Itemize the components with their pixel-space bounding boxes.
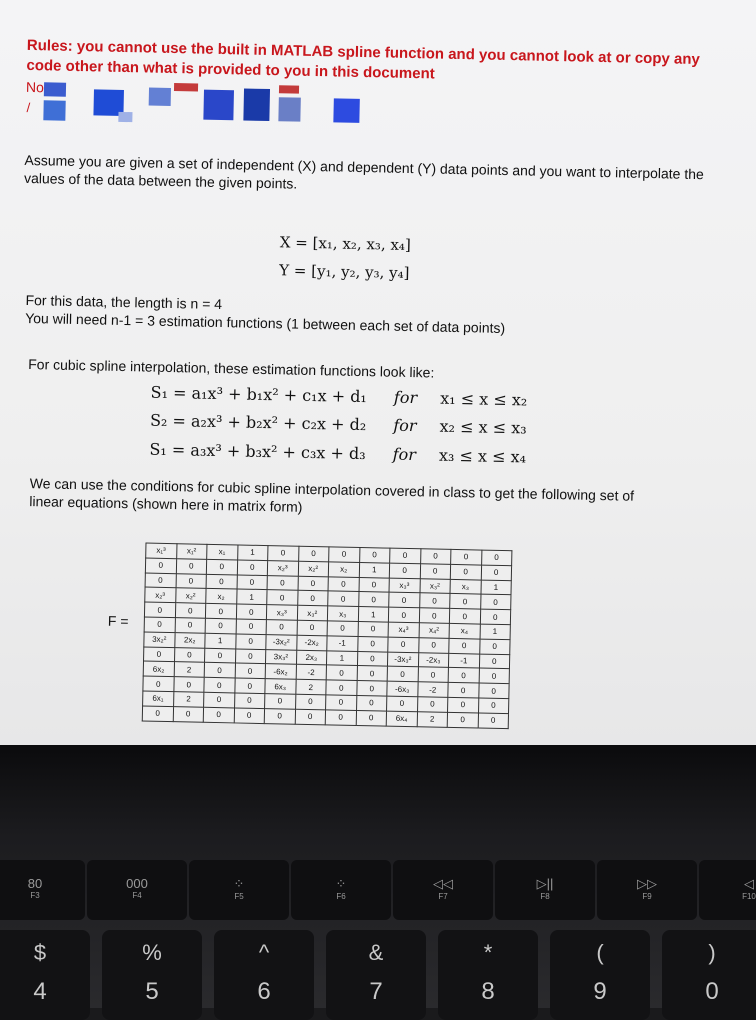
matrix-cell: 0 [389,563,420,578]
matrix-cell: 0 [264,708,295,723]
matrix-cell: -6x₂ [265,664,296,679]
matrix-cell: 1 [236,589,267,604]
matrix-cell: 1 [480,580,511,595]
matrix-cell: 0 [204,663,235,678]
function-key [0,860,85,920]
function-key [393,860,493,920]
matrix-cell: 0 [447,712,478,727]
matrix-cell: 3x₃² [265,649,296,664]
intro-paragraph: Assume you are given a set of independent (X) and dependent (Y) data points and you want to interpolate the values of the data between the given points. [23,151,704,192]
matrix-cell: 0 [173,677,204,692]
matrix-cell: 0 [449,638,480,653]
matrix-cell: 0 [328,591,359,606]
matrix-cell: 0 [237,575,268,590]
function-key-label: F9 [642,892,652,901]
function-key-label: F8 [540,892,550,901]
matrix-cell: 0 [237,560,268,575]
number-key [0,930,90,1020]
number-key-digit: 4 [33,978,47,1005]
number-key-digit: 9 [593,978,607,1005]
function-key-label: F7 [438,892,448,901]
matrix-cell: 0 [418,638,449,653]
length-line-2: You will need n-1 = 3 estimation functions (1 between each set of data points) [25,309,506,337]
matrix-cell: 0 [295,709,326,724]
matrix-cell: 0 [417,697,448,712]
matrix-cell: 6x₁ [143,691,174,706]
matrix-cell: 0 [356,710,387,725]
matrix-cell: x₃² [420,578,451,593]
equation-lhs: S₁ = a₃x³ + b₃x² + c₃x + d₃ [149,439,366,464]
matrix-cell: 0 [145,558,176,573]
matrix-cell: 0 [326,665,357,680]
matrix-cell: 0 [479,639,510,654]
matrix-cell: 0 [206,559,237,574]
matrix-cell: 0 [235,634,266,649]
matrix-cell: 0 [478,683,509,698]
matrix-cell: 0 [448,668,479,683]
matrix-cell: 0 [234,678,265,693]
matrix-cell: 0 [356,695,387,710]
matrix-cell: 0 [359,548,390,563]
function-key-icon: ▷▷ [637,876,657,891]
matrix-cell: 0 [358,592,389,607]
matrix-cell: -6x₃ [387,681,418,696]
matrix-cell: x₂ [328,562,359,577]
function-key-icon: ◁ [744,876,754,891]
matrix-cell: 0 [298,546,329,561]
matrix-cell: 0 [236,619,267,634]
matrix-cell: x₁³ [146,543,177,558]
number-key [102,930,202,1020]
matrix-cell: 0 [176,573,207,588]
matrix-cell: 0 [235,663,266,678]
length-line-1: For this data, the length is n = 4 [25,291,223,313]
matrix-cell: x₂ [206,589,237,604]
matrix-cell: x₃ [450,579,481,594]
matrix-cell: -3x₃² [387,652,418,667]
matrix-cell: 0 [357,636,388,651]
matrix-cell: 0 [480,609,511,624]
matrix-cell: 0 [205,603,236,618]
matrix-cell: 0 [298,576,329,591]
matrix-cell: 6x₃ [265,679,296,694]
matrix-cell: 0 [480,594,511,609]
matrix-cell: 0 [326,695,357,710]
number-key-digit: 7 [369,978,383,1005]
matrix-cell: 0 [206,574,237,589]
matrix-cell: 0 [145,573,176,588]
matrix-cell: -1 [327,636,358,651]
matrix-cell: -2x₂ [296,635,327,650]
function-key-label: F5 [234,892,244,901]
number-key-symbol: $ [33,940,47,965]
matrix-cell: 0 [235,649,266,664]
matrix-cell: 2 [417,712,448,727]
matrix-cell: 0 [357,666,388,681]
matrix-cell: 0 [144,647,175,662]
conditions-paragraph: We can use the conditions for cubic spline interpolation covered in class to get the following set of linear equations (shown here in matrix form) [29,475,635,515]
matrix-cell: 0 [478,713,509,728]
matrix-cell: 0 [297,620,328,635]
matrix-cell: -2x₃ [418,652,449,667]
number-key [438,930,538,1020]
number-key-symbol: ( [596,940,604,965]
matrix-cell: 0 [479,654,510,669]
function-key [597,860,697,920]
matrix-cell: 0 [419,593,450,608]
matrix-cell: x₁² [176,544,207,559]
matrix-cell: 0 [144,617,175,632]
number-key [214,930,314,1020]
matrix-cell: 0 [175,618,206,633]
number-key-symbol: ) [708,940,716,965]
matrix-cell: 0 [175,603,206,618]
matrix-cell: 0 [420,564,451,579]
matrix-cell: 0 [234,708,265,723]
matrix-cell: 0 [236,604,267,619]
function-key-icon: 80 [27,876,43,891]
matrix-cell: 1 [359,562,390,577]
equation-1 [150,383,527,410]
matrix-cell: 0 [481,550,512,565]
matrix-cell: 0 [204,648,235,663]
matrix-cell: 0 [388,637,419,652]
matrix-cell: 0 [420,549,451,564]
matrix-cell: 1 [237,545,268,560]
matrix-cell: 0 [419,608,450,623]
matrix-cell: 0 [267,575,298,590]
equation-for: for [392,444,417,465]
matrix-cell: x₂² [298,561,329,576]
matrix-cell: 2 [174,662,205,677]
matrix-cell: x₂³ [267,560,298,575]
matrix-cell: 0 [144,602,175,617]
matrix-cell: 0 [268,546,299,561]
function-key-icon: ⁘ [233,876,245,891]
matrix-cell: 0 [448,683,479,698]
matrix-cell: 6x₂ [143,661,174,676]
matrix-cell: 0 [297,591,328,606]
matrix-cell: x₃² [297,605,328,620]
redaction-pixels [1,0,756,15]
number-key-symbol: & [368,940,384,965]
matrix-cell: x₄ [449,623,480,638]
x-vector: X = [x₁, x₂, x₃, x₄] [279,233,411,255]
function-key-icon: ⁘ [335,876,347,891]
matrix-cell: 1 [205,633,236,648]
matrix-cell: x₃ [327,606,358,621]
matrix-cell: 0 [328,576,359,591]
matrix-cell: 2x₃ [296,650,327,665]
equation-for: for [393,415,417,436]
matrix-cell: 0 [356,681,387,696]
matrix-cell: 2 [173,692,204,707]
number-key-digit: 8 [481,978,495,1005]
equation-for: for [393,387,418,408]
matrix-cell: 0 [359,577,390,592]
matrix-cell: x₁ [207,544,238,559]
matrix-cell: 6x₄ [386,711,417,726]
equation-condition: x₂ ≤ x ≤ x₃ [439,416,527,438]
rules-heading: Rules: you cannot use the built in MATLAB spline function and you cannot look at or copy any code other than what is provided to you in this document [26,36,701,83]
matrix-cell: 0 [143,676,174,691]
number-key-symbol: * [483,940,493,965]
matrix-cell: 0 [479,668,510,683]
matrix-cell: 0 [174,647,205,662]
matrix-cell: 0 [388,607,419,622]
number-key [662,930,756,1020]
matrix-cell: 0 [448,697,479,712]
number-key [550,930,650,1020]
number-key-symbol: % [142,940,162,965]
matrix-cell: -2 [296,665,327,680]
equation-lhs: S₁ = a₁x³ + b₁x² + c₁x + d₁ [150,382,368,407]
matrix-cell: 0 [481,565,512,580]
function-key-icon: ◁◁ [433,876,453,891]
equation-2 [150,411,527,438]
function-key-label: F6 [336,892,346,901]
matrix-cell: 0 [204,677,235,692]
matrix-cell: 0 [205,618,236,633]
matrix-cell: 0 [204,692,235,707]
matrix-cell: 0 [265,694,296,709]
matrix-cell: x₂² [175,588,206,603]
matrix-cell: -1 [448,653,479,668]
matrix-cell: 0 [390,548,421,563]
function-key-icon: 000 [126,876,148,891]
number-key-digit: 5 [145,978,159,1005]
matrix-cell: 0 [325,710,356,725]
matrix-cell: 0 [478,698,509,713]
number-key-symbol: ^ [258,940,270,965]
matrix-cell: 0 [327,621,358,636]
function-key-label: F4 [132,891,142,900]
matrix-cell: x₄³ [388,622,419,637]
matrix-cell: -3x₂² [266,634,297,649]
function-key [291,860,391,920]
number-key-digit: 6 [257,978,271,1005]
matrix-cell: 0 [203,707,234,722]
matrix-cell: 0 [389,593,420,608]
matrix-cell: 0 [418,667,449,682]
matrix-cell: 0 [387,696,418,711]
matrix-cell: 0 [267,590,298,605]
matrix-cell: 1 [358,607,389,622]
matrix-cell: -2 [417,682,448,697]
matrix-cell: 0 [329,547,360,562]
matrix-cell: 0 [451,549,482,564]
matrix-cell: 1 [480,624,511,639]
matrix-cell: 2x₂ [174,632,205,647]
matrix-cell: x₃³ [266,605,297,620]
matrix-cell: x₄² [419,623,450,638]
number-key [326,930,426,1020]
equation-condition: x₁ ≤ x ≤ x₂ [440,388,528,410]
function-key [87,860,187,920]
matrix-cell: 0 [176,558,207,573]
matrix-cell: 0 [357,651,388,666]
spline-intro: For cubic spline interpolation, these estimation functions look like: [28,356,435,381]
matrix-cell: 0 [266,620,297,635]
matrix-cell: 0 [295,694,326,709]
note-fragment: No [25,78,45,96]
equation-condition: x₃ ≤ x ≤ x₄ [438,445,527,467]
equation-lhs: S₂ = a₂x³ + b₂x² + c₂x + d₂ [149,410,367,435]
matrix-cell: 0 [449,609,480,624]
function-key-label: F10 [742,892,756,901]
y-vector: Y = [y₁, y₂, y₃, y₄] [279,261,410,282]
function-key [495,860,595,920]
matrix-cell: x₃³ [389,578,420,593]
matrix-cell: 0 [173,706,204,721]
matrix-cell: 0 [142,706,173,721]
matrix-cell: 0 [358,621,389,636]
matrix-cell: 0 [450,564,481,579]
equation-3 [149,440,526,467]
function-key [189,860,289,920]
matrix-cell: 1 [326,650,357,665]
number-key-digit: 0 [705,978,719,1005]
matrix-cell: 0 [234,693,265,708]
note-fragment-2: / [26,99,31,116]
coefficient-matrix [142,543,513,729]
function-key-label: F3 [30,891,40,900]
function-key [699,860,756,920]
matrix-cell: 3x₂² [144,632,175,647]
matrix-cell: 0 [387,666,418,681]
function-key-icon: ▷|| [536,876,554,891]
matrix-cell: 0 [450,594,481,609]
matrix-cell: 2 [295,679,326,694]
matrix-label: F = [107,612,129,630]
matrix-cell: x₂³ [145,587,176,602]
matrix-cell: 0 [326,680,357,695]
